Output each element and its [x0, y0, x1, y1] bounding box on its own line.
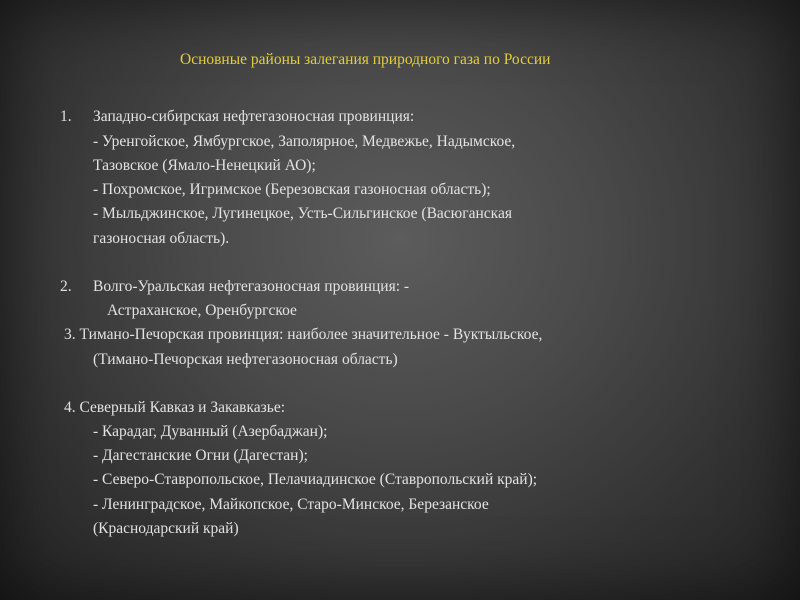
- section-2-heading: Волго-Уральская нефтегазоносная провинция: -: [93, 278, 410, 295]
- section-1-heading: Западно-сибирская нефтегазоносная провинция:: [93, 108, 415, 125]
- section-4-line-1: - Карадаг, Дуванный (Азербаджан);: [93, 423, 328, 440]
- section-1-line-3: - Похромское, Игримское (Березовская газоносная область);: [93, 181, 491, 198]
- section-4-line-3: - Северо-Ставропольское, Пелачиадинское (Ставропольский край);: [93, 471, 538, 488]
- slide-title: Основные районы залегания природного газа по России: [180, 51, 551, 68]
- section-1-line-2: Тазовское (Ямало-Ненецкий АО);: [93, 157, 316, 174]
- section-3-line-1: (Тимано-Печорская нефтегазоносная область): [93, 351, 398, 368]
- section-3-heading: 3. Тимано-Печорская провинция: наиболее значительное - Вуктыльское,: [64, 326, 543, 343]
- section-1-line-4: - Мыльджинское, Лугинецкое, Усть-Сильгинское (Васюганская: [93, 205, 512, 222]
- section-1-line-5: газоносная область).: [93, 230, 230, 247]
- section-4-heading: 4. Северный Кавказ и Закавказье:: [64, 399, 286, 416]
- section-1-number: 1.: [60, 108, 72, 125]
- section-4-line-4: - Ленинградское, Майкопское, Старо-Минское, Березанское: [93, 496, 489, 513]
- section-1-line-1: - Уренгойское, Ямбургское, Заполярное, Медвежье, Надымское,: [93, 133, 516, 150]
- section-4-line-5: (Краснодарский край): [93, 520, 239, 537]
- section-2-line-1: Астраханское, Оренбургское: [107, 302, 297, 319]
- section-4-line-2: - Дагестанские Огни (Дагестан);: [93, 447, 308, 464]
- section-2-number: 2.: [60, 278, 72, 295]
